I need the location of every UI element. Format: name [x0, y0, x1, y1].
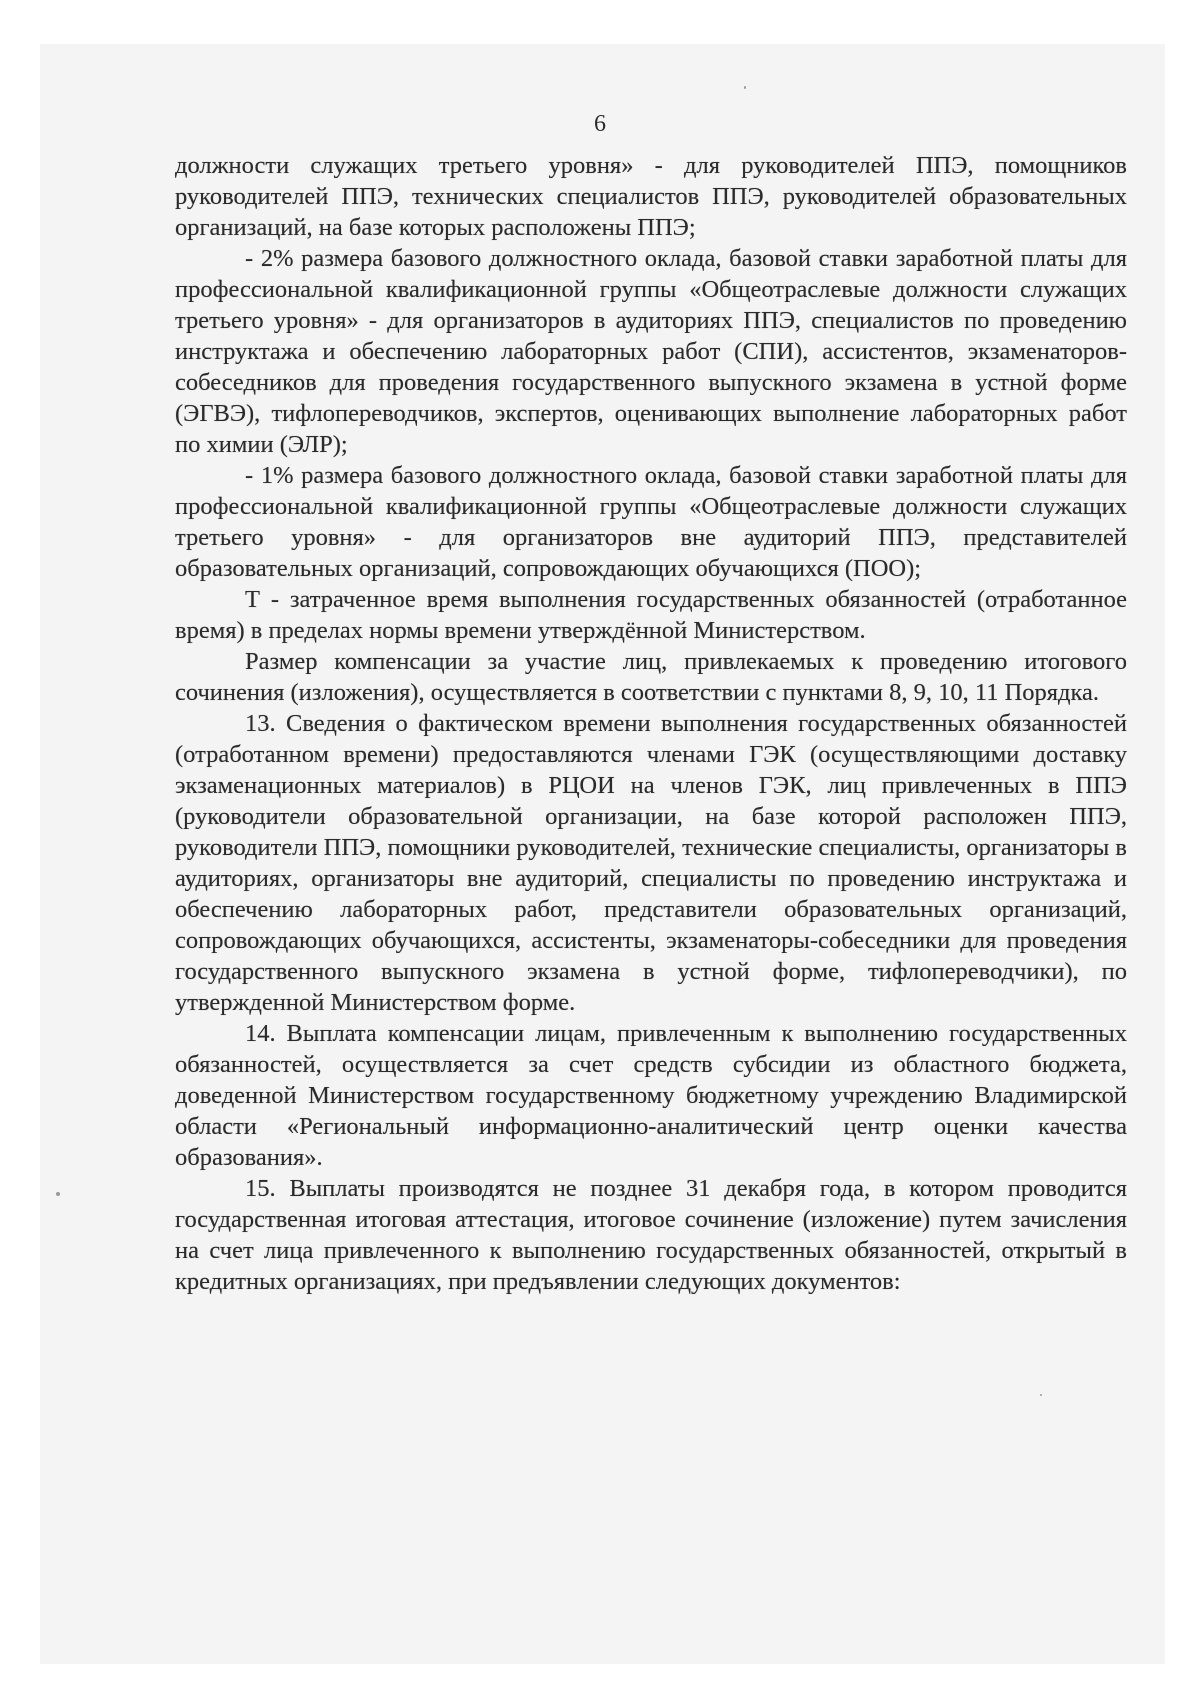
- scan-speck: [56, 1192, 60, 1196]
- page-number: 6: [594, 111, 606, 137]
- paragraph-15: 15. Выплаты производятся не позднее 31 декабря года, в котором проводится государственная итоговая аттестация, итоговое сочинение (изложение) путем зачисления на счет лица привлеченного к выполнению государственных обязанностей, открытый в кредитных организациях, при предъявлении следующих документов:: [175, 1175, 1127, 1295]
- paragraph-14: 14. Выплата компенсации лицам, привлеченным к выполнению государственных обязанностей, осуществляется за счет средств субсидии из областного бюджета, доведенной Министерством государственному бюджетному учреждению Владимирской области «Региональный информационно-аналитический центр оценки качества образования».: [175, 1020, 1127, 1171]
- paragraph-continuation: должности служащих третьего уровня» - для руководителей ППЭ, помощников руководителей ППЭ, технических специалистов ППЭ, руководителей образовательных организаций, на базе которых расположены ППЭ;: [175, 152, 1127, 241]
- document-body: [175, 150, 1127, 1297]
- paragraph-two-percent: - 2% размера базового должностного оклада, базовой ставки заработной платы для профессиональной квалификационной группы «Общеотраслевые должности служащих третьего уровня» - для организаторов в аудиториях ППЭ, специалистов по проведению инструктажа и обеспечению лабораторных работ (СПИ), ассистентов, экзаменаторов-собеседников для проведения государственного выпускного экзамена в устной форме (ЭГВЭ), тифлопереводчиков, экспертов, оценивающих выполнение лабораторных работ по химии (ЭЛР);: [175, 245, 1127, 458]
- scan-speck: [1040, 1394, 1042, 1396]
- paragraph-13: 13. Сведения о фактическом времени выполнения государственных обязанностей (отработанном времени) предоставляются членами ГЭК (осуществляющими доставку экзаменационных материалов) в РЦОИ на членов ГЭК, лиц привлеченных в ППЭ (руководители образовательной организации, на базе которой расположен ППЭ, руководители ППЭ, помощники руководителей, технические специалисты, организаторы в аудиториях, организаторы вне аудиторий, специалисты по проведению инструктажа и обеспечению лабораторных работ, представители образовательных организаций, сопровождающих обучающихся, ассистенты, экзаменаторы-собеседники для проведения государственного выпускного экзамена в устной форме, тифлопереводчики), по утвержденной Министерством форме.: [175, 710, 1127, 1016]
- paragraph-one-percent: - 1% размера базового должностного оклада, базовой ставки заработной платы для профессиональной квалификационной группы «Общеотраслевые должности служащих третьего уровня» - для организаторов вне аудиторий ППЭ, представителей образовательных организаций, сопровождающих обучающихся (ПОО);: [175, 462, 1127, 582]
- scan-speck: [744, 86, 746, 89]
- paragraph-essay-compensation: Размер компенсации за участие лиц, привлекаемых к проведению итогового сочинения (изложения), осуществляется в соответствии с пунктами 8, 9, 10, 11 Порядка.: [175, 648, 1127, 706]
- paragraph-time-definition: Т - затраченное время выполнения государственных обязанностей (отработанное время) в пределах нормы времени утверждённой Министерством.: [175, 586, 1127, 644]
